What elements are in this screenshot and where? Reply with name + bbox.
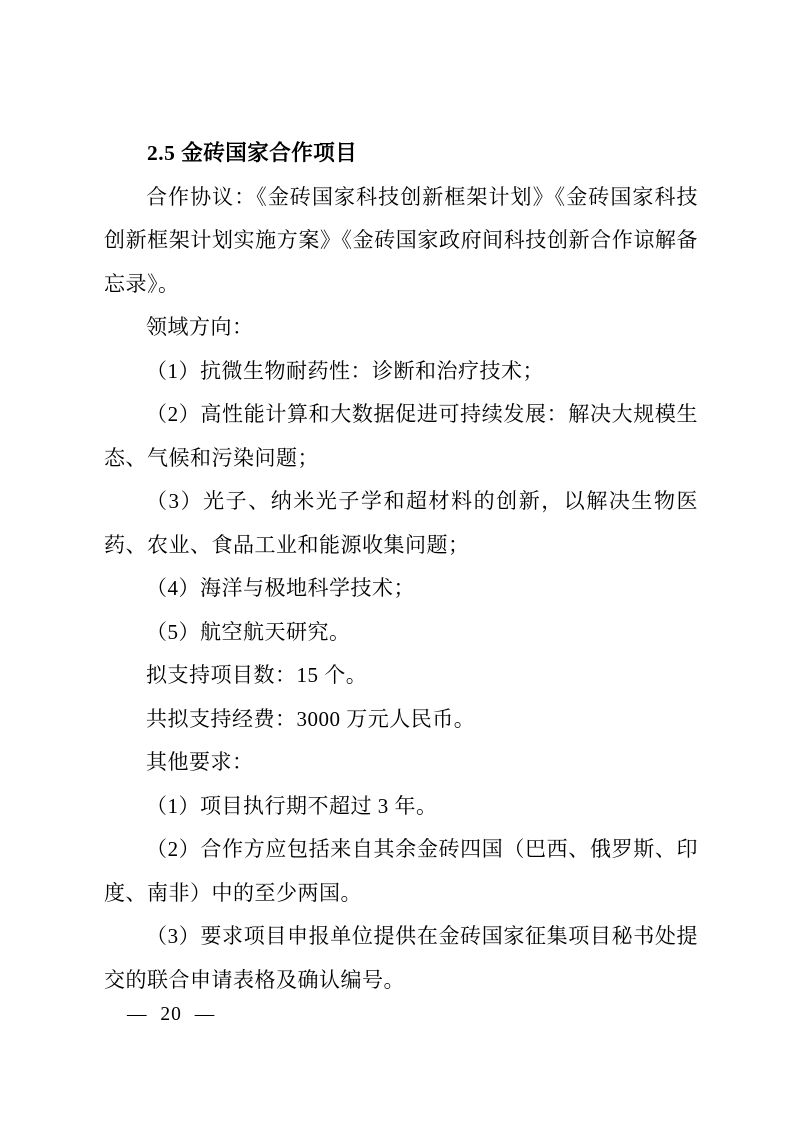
paragraph-requirement-3: （3）要求项目申报单位提供在金砖国家征集项目秘书处提交的联合申请表格及确认编号。 [104,924,698,992]
paragraph-field-item-4: （4）海洋与极地科学技术； [146,576,415,600]
page-number: — 20 — [127,1004,216,1025]
paragraph-cooperation-agreements: 合作协议：《金砖国家科技创新框架计划》《金砖国家科技创新框架计划实施方案》《金砖国家政府间科技创新合作谅解备忘录》。 [104,184,698,296]
paragraph-field-item-1: （1）抗微生物耐药性：诊断和治疗技术； [146,358,544,383]
paragraph-field-item-5: （5）航空航天研究。 [146,619,351,644]
paragraph-total-funding: 共拟支持经费：3000 万元人民币。 [146,706,476,731]
paragraph-requirement-1: （1）项目执行期不超过 3 年。 [146,793,438,818]
paragraph-field-directions-label: 领域方向： [146,315,254,339]
document-body [104,132,698,1002]
section-heading: 2.5 金砖国家合作项目 [147,141,358,165]
paragraph-field-item-2: （2）高性能计算和大数据促进可持续发展：解决大规模生态、气候和污染问题； [104,402,698,470]
paragraph-project-count: 拟支持项目数：15 个。 [146,663,368,687]
paragraph-requirement-2: （2）合作方应包括来自其余金砖四国（巴西、俄罗斯、印度、南非）中的至少两国。 [104,837,698,905]
paragraph-other-requirements-label: 其他要求： [146,750,254,774]
paragraph-field-item-3: （3）光子、纳米光子学和超材料的创新，以解决生物医药、农业、食品工业和能源收集问题； [104,489,698,557]
